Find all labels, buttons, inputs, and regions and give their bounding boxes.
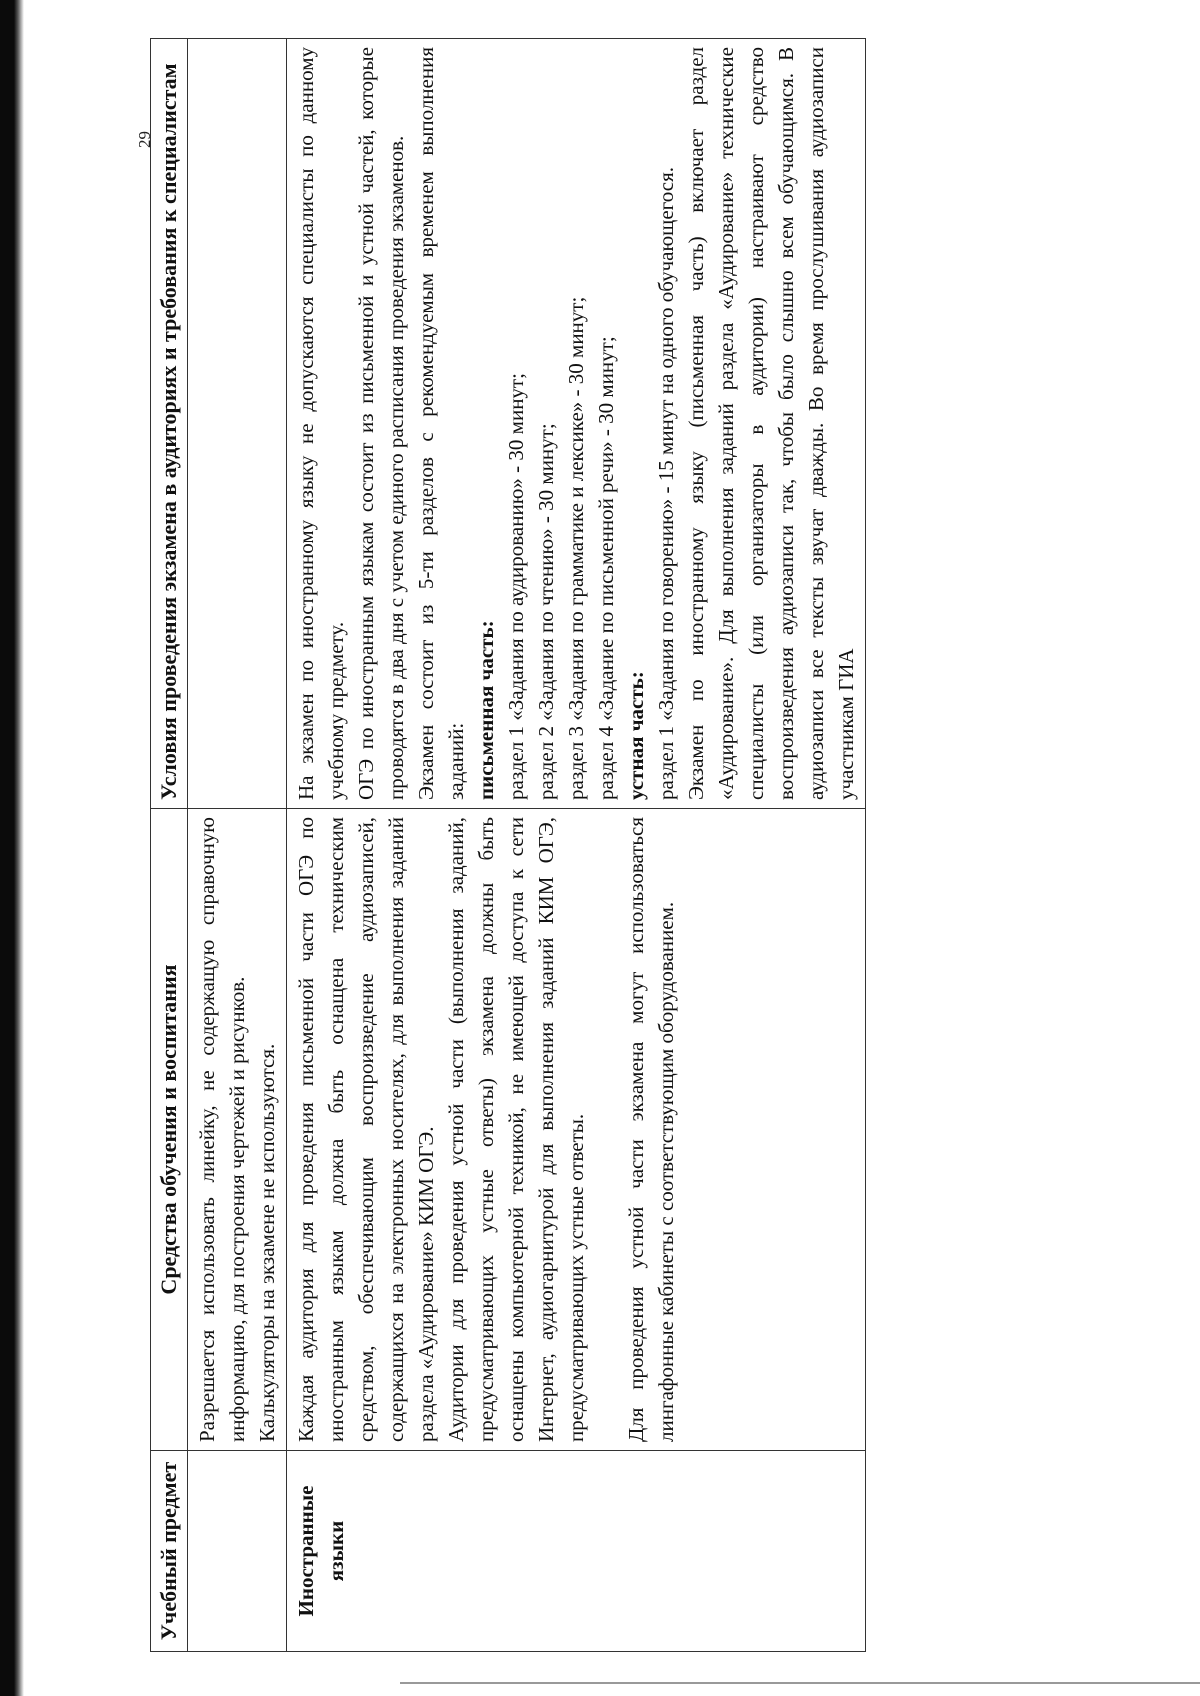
header-subject: Учебный предмет — [151, 1451, 188, 1652]
oral-item-1: раздел 1 «Задания по говорению» - 15 минут на одного обучающегося. — [654, 167, 678, 800]
exam-conditions-table — [150, 38, 866, 1652]
cond-intro-1: На экзамен по иностранному языку не допускаются специалисты по данному учебному предмету. — [294, 47, 348, 800]
written-part-title — [471, 47, 501, 800]
row1-tools — [188, 809, 287, 1451]
oral-part-title — [621, 47, 651, 800]
oral-part-label: устная часть: — [624, 671, 648, 800]
cond-intro-3: Экзамен состоит из 5-ти разделов с рекомендуемым временем выполнения заданий: — [414, 47, 468, 800]
row2-tools-p3: Для проведения устной части экзамена могут использоваться лингафонные кабинеты с соответствующим оборудованием. — [624, 817, 678, 1442]
paragraph-gap — [591, 817, 621, 1442]
row2-tools-p1: Каждая аудитория для проведения письменной части ОГЭ по иностранным языкам должна быть оснащена техническим средством, обеспечивающим воспроизведение аудиозаписей, содержащихся на электронных носителях, для выполнения заданий раздела «Аудирование» КИМ ОГЭ. — [294, 817, 438, 1442]
written-part-label: письменная часть: — [474, 620, 498, 800]
row1-conditions — [188, 39, 287, 809]
table-row — [287, 39, 866, 1652]
header-tools: Средства обучения и воспитания — [151, 809, 188, 1451]
page-number: 29 — [135, 131, 154, 148]
row2-conditions — [287, 39, 866, 809]
written-item-3: раздел 3 «Задания по грамматике и лексике» - 30 минут; — [564, 296, 588, 800]
row2-tools-p2: Аудитории для проведения устной части (выполнения заданий, предусматривающих устные ответы) экзамена должны быть оснащены компьютерной техникой, не имеющей доступа к сети Интернет, аудиогарнитурой для выполнения заданий КИМ ОГЭ, предусматривающих устные ответы. — [444, 817, 588, 1442]
cond-intro-2: ОГЭ по иностранным языкам состоит из письменной и устной частей, которые проводятся в два дня с учетом единого расписания проведения экзаменов. — [354, 47, 408, 800]
cond-outro: Экзамен по иностранному языку (письменная часть) включает раздел «Аудирование». Для выполнения заданий раздела «Аудирование» технические специалисты (или организаторы в аудитории) настраивают средство воспроизведения аудиозаписи так, чтобы было слышно всем обучающимся. В аудиозаписи все тексты звучат дважды. Во время прослушивания аудиозаписи участникам ГИА — [684, 47, 858, 800]
written-item-2: раздел 2 «Задания по чтению» - 30 минут; — [534, 423, 558, 800]
row2-subject: Иностранные языки — [287, 1451, 866, 1652]
written-item-4: раздел 4 «Задание по письменной речи» - 30 минут; — [594, 336, 618, 800]
written-item-1: раздел 1 «Задания по аудированию» - 30 минут; — [504, 373, 528, 800]
row1-subject — [188, 1451, 287, 1652]
row1-tools-p2: Калькуляторы на экзамене не используются. — [255, 1043, 279, 1442]
table-row — [188, 39, 287, 1652]
table-header-row — [151, 39, 188, 1652]
row1-tools-p1: Разрешается использовать линейку, не содержащую справочную информацию, для построения чертежей и рисунков. — [195, 817, 249, 1442]
header-conditions: Условия проведения экзамена в аудиториях и требования к специалистам — [151, 39, 188, 809]
row2-tools — [287, 809, 866, 1451]
